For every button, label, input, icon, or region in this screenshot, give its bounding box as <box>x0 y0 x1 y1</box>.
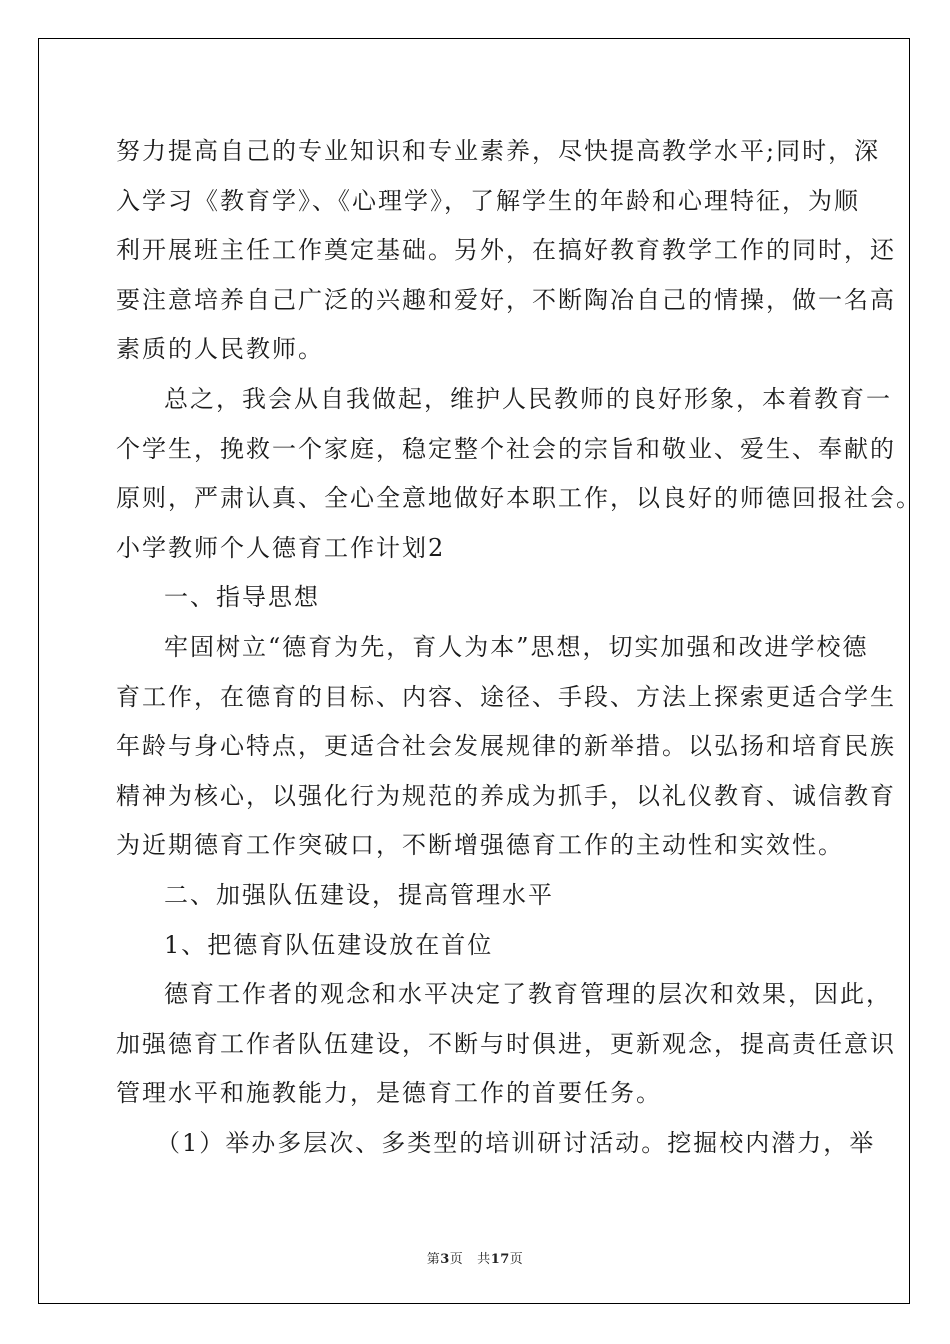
paragraph-line: 利开展班主任工作奠定基础。另外，在搞好教育教学工作的同时，还 <box>116 236 896 265</box>
paragraph-line: 素质的人民教师。 <box>116 335 324 364</box>
paragraph-line: 加强德育工作者队伍建设，不断与时俱进，更新观念，提高责任意识 <box>116 1029 896 1058</box>
paragraph-line: 牢固树立“德育为先，育人为本”思想，切实加强和改进学校德 <box>164 632 869 661</box>
footer-total-prefix: 共 <box>477 1252 491 1267</box>
paragraph-line: 精神为核心，以强化行为规范的养成为抓手，以礼仪教育、诚信教育 <box>116 781 896 810</box>
paragraph-line: 育工作，在德育的目标、内容、途径、手段、方法上探索更适合学生 <box>116 682 896 711</box>
paragraph-line: （1）举办多层次、多类型的培训研讨活动。挖掘校内潜力，举 <box>156 1128 876 1157</box>
paragraph-line: 原则，严肃认真、全心全意地做好本职工作，以良好的师德回报社会。 <box>116 484 922 513</box>
paragraph-line: 年龄与身心特点，更适合社会发展规律的新举措。以弘扬和培育民族 <box>116 732 896 761</box>
paragraph-line: 入学习《教育学》、《心理学》，了解学生的年龄和心理特征，为顺 <box>116 186 860 215</box>
page-footer <box>0 1248 950 1267</box>
paragraph-line: 个学生，挽救一个家庭，稳定整个社会的宗旨和敬业、爱生、奉献的 <box>116 434 896 463</box>
section-heading: 一、指导思想 <box>164 583 320 612</box>
paragraph-line: 要注意培养自己广泛的兴趣和爱好，不断陶冶自己的情操，做一名高 <box>116 285 896 314</box>
footer-page-unit: 页 <box>449 1252 464 1267</box>
footer-page-number: 3 <box>440 1252 450 1267</box>
footer-total-pages: 17 <box>490 1252 510 1267</box>
footer-prefix: 第 <box>426 1252 441 1267</box>
paragraph-line: 努力提高自己的专业知识和专业素养，尽快提高教学水平;同时，深 <box>116 137 881 165</box>
document-body <box>116 127 922 1168</box>
paragraph-line: 总之，我会从自我做起，维护人民教师的良好形象，本着教育一 <box>164 384 892 413</box>
footer-total-unit: 页 <box>509 1252 524 1267</box>
paragraph-line: 管理水平和施教能力，是德育工作的首要任务。 <box>116 1079 662 1108</box>
paragraph-line: 为近期德育工作突破口，不断增强德育工作的主动性和实效性。 <box>116 831 844 860</box>
subsection-heading: 1、把德育队伍建设放在首位 <box>164 930 494 959</box>
section-heading: 二、加强队伍建设，提高管理水平 <box>164 880 554 909</box>
paragraph-line: 德育工作者的观念和水平决定了教育管理的层次和效果，因此， <box>164 980 892 1009</box>
section-title: 小学教师个人德育工作计划2 <box>116 533 446 562</box>
